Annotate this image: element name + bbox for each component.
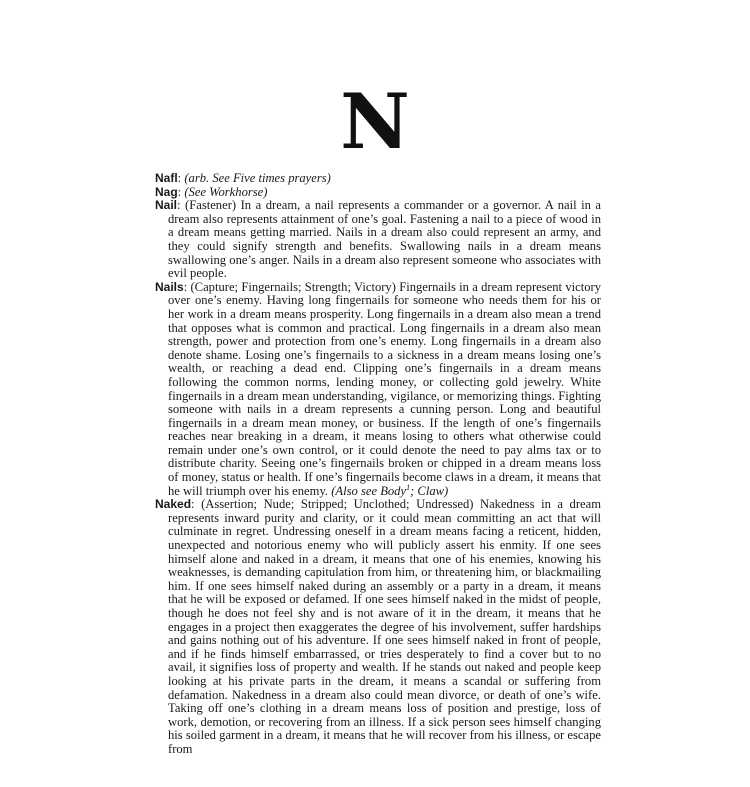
entry-naked [155,498,601,756]
section-letter-heading: N [340,77,410,166]
xref-text: (Also see Body [331,483,407,498]
separator: : [177,184,185,199]
separator: : [191,497,202,512]
headword: Nag [155,184,178,199]
xref-superscript: 1 [406,482,411,492]
entry-list [155,172,601,757]
entry-body: (Fastener) In a dream, a nail represents a commander or a governor. A nail in a dream also represents attainment of one’s goal. Fastening a nail to a piece of wood in a dream means getting married. Nails in a dream also could represent an army, and they could signify strength and benefits. Swallowing nails in a dream means swallowing one’s anger. Nails in a dream also represent someone who associates with evil people. [168,198,601,281]
entry-nail [155,199,601,281]
cross-reference: (See Workhorse) [184,184,268,199]
separator: : [177,171,185,185]
entry-body: (Capture; Fingernails; Strength; Victory) Fingernails in a dream represent victory over one’s enemy. Having long fingernails for someone who needs them for his or her work in a dream means prosperity. Long fingernails in a dream also mean a trend that opposes what is common and practical. Long fingernails in a dream also mean strength, power and protection from one’s enemy. Long fingernails in a dream also denote shame. Losing one’s fingernails to a sickness in a dream means losing one’s wealth, or reaching a dead end. Clipping one’s fingernails in a dream means following the common norms, lending money, or collecting gold jewelry. White fingernails in a dream mean understanding, vigilance, or memorizing things. Fighting someone with nails in a dream represents a cunning person. Long and beautiful fingernails in a dream mean money, or business. If the length of one’s fingernails reaches near breaking in a dream, it means losing to others what otherwise could remain under one’s own control, or it could denote the need to pay alms tax or to distribute charity. Seeing one’s fingernails broken or chipped in a dream means loss of money, status or health. If one’s fingernails become claws in a dream, it means that he will triumph over his enemy. [168,279,601,498]
entry-body: (Assertion; Nude; Stripped; Unclothed; Undressed) Nakedness in a dream represents inward purity and clarity, or it could mean committing an act that will culminate in regret. Undressing oneself in a dream means facing a reticent, hidden, unexpected and notorious enemy who will publicly assert his enmity. If one sees himself alone and naked in a dream, it means that one of his enemies, knowing his weaknesses, is demanding capitulation from him, or threatening him, or blackmailing him. If one sees himself naked during an assembly or a party in a dream, it means that he will be exposed or defamed. If one sees himself naked in the midst of people, though he does not feel shy and is not aware of it in the dream, it means that he engages in a project then exaggerates the degree of his involvement, suffer hardships and gains nothing out of his adventure. If one sees himself naked in front of people, and if he finds himself embarrassed, or tries desperately to find a cover but to no avail, it signifies loss of property and wealth. If he stands out naked and people keep looking at his private parts in the dream, it means a scandal or suffering from defamation. Nakedness in a dream also could mean divorce, or death of one’s wife. Taking off one’s clothing in a dream means loss of position and prestige, loss of work, demotion, or recovering from an illness. If a sick person sees himself changing his soiled garment in a dream, it means that he will recover from his illness, or escape from [168,497,602,756]
entry-nag [155,186,601,200]
cross-reference: (arb. See Five times prayers) [184,171,331,185]
headword: Naked [155,497,192,512]
cross-reference [331,484,448,498]
separator: : [177,198,186,213]
separator: : [183,279,191,294]
headword: Nail [155,198,178,213]
headword: Nails [155,279,184,294]
entry-nafl [155,172,601,186]
xref-text: ; Claw) [410,483,449,498]
headword: Nafl [155,171,178,185]
entry-nails [155,281,601,499]
